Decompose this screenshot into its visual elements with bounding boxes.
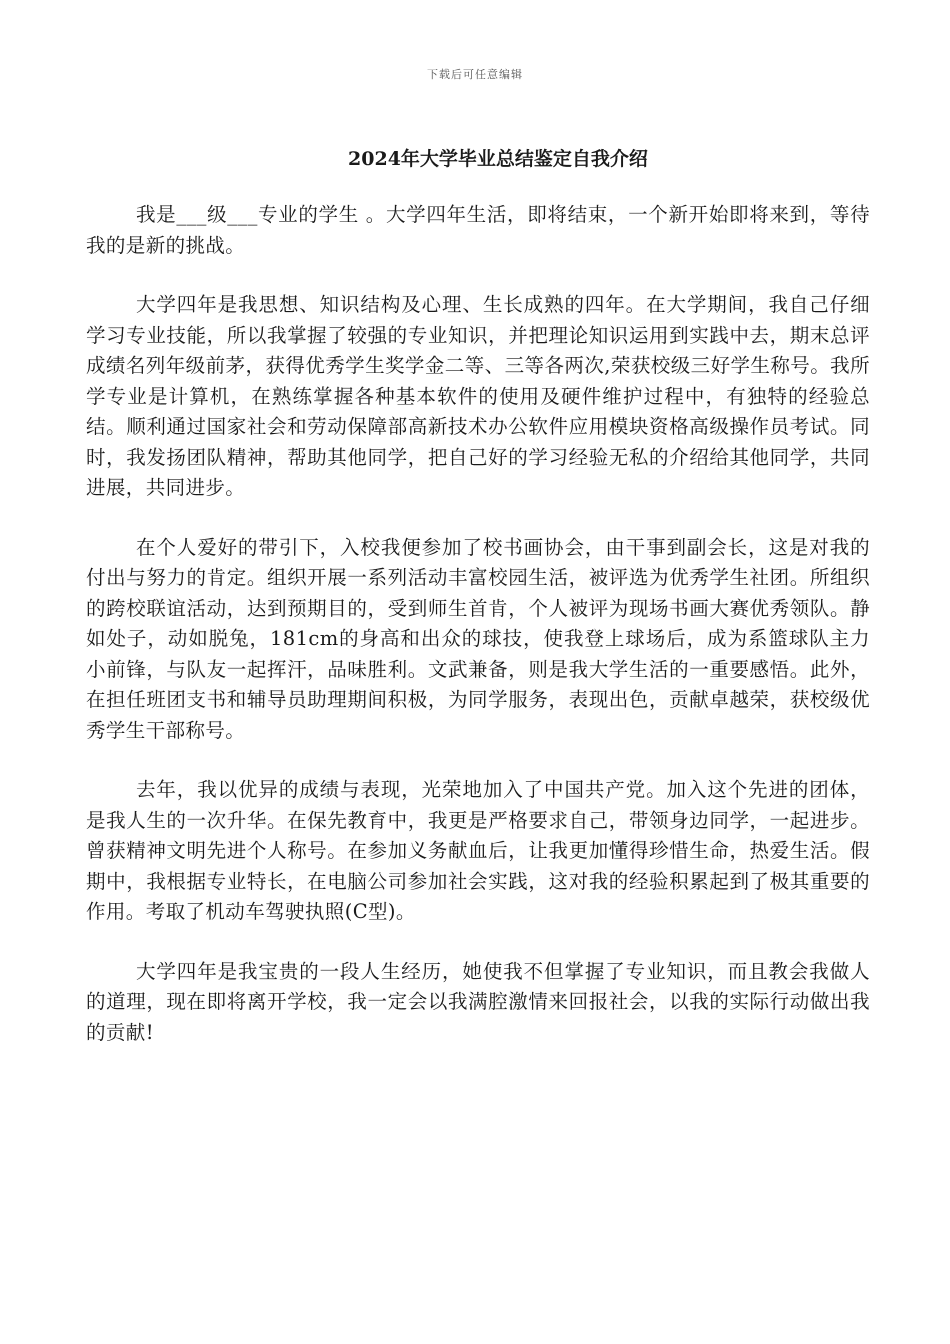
document-body [86,200,870,1077]
paragraph-party: 去年，我以优异的成绩与表现，光荣地加入了中国共产党。加入这个先进的团体，是我人生的一次升华。在保先教育中，我更是严格要求自己，带领身边同学，一起进步。曾获精神文明先进个人称号。在参加义务献血后，让我更加懂得珍惜生命，热爱生活。假期中，我根据专业特长，在电脑公司参加社会实践，这对我的经验积累起到了极其重要的作用。考取了机动车驾驶执照(C型)。 [86,778,870,923]
document-title: 2024年大学毕业总结鉴定自我介绍 [348,148,648,170]
paragraph-conclusion: 大学四年是我宝贵的一段人生经历，她使我不但掌握了专业知识，而且教会我做人的道理，现在即将离开学校，我一定会以我满腔激情来回报社会，以我的实际行动做出我的贡献! [86,959,870,1044]
paragraph-academics: 大学四年是我思想、知识结构及心理、生长成熟的四年。在大学期间，我自己仔细学习专业技能，所以我掌握了较强的专业知识，并把理论知识运用到实践中去，期末总评成绩名列年级前茅，获得优秀学生奖学金二等、三等各两次,荣获校级三好学生称号。我所学专业是计算机，在熟练掌握各种基本软件的使用及硬件维护过程中，有独特的经验总结。顺利通过国家社会和劳动保障部高新技术办公软件应用模块资格高级操作员考试。同时，我发扬团队精神，帮助其他同学，把自己好的学习经验无私的介绍给其他同学，共同进展，共同进步。 [86,293,870,499]
paragraph-intro: 我是___级___专业的学生 。大学四年生活，即将结束，一个新开始即将来到，等待我的是新的挑战。 [86,203,870,257]
header-note: 下载后可任意编辑 [427,68,523,81]
paragraph-activities: 在个人爱好的带引下，入校我便参加了校书画协会，由干事到副会长，这是对我的付出与努力的肯定。组织开展一系列活动丰富校园生活，被评选为优秀学生社团。所组织的跨校联谊活动，达到预期目的，受到师生首肯，个人被评为现场书画大赛优秀领队。静如处子，动如脱兔，181cm的身高和出众的球技，使我登上球场后，成为系篮球队主力小前锋，与队友一起挥汗，品味胜利。文武兼备，则是我大学生活的一重要感悟。此外，在担任班团支书和辅导员助理期间积极，为同学服务，表现出色，贡献卓越荣，获校级优秀学生干部称号。 [86,535,870,742]
